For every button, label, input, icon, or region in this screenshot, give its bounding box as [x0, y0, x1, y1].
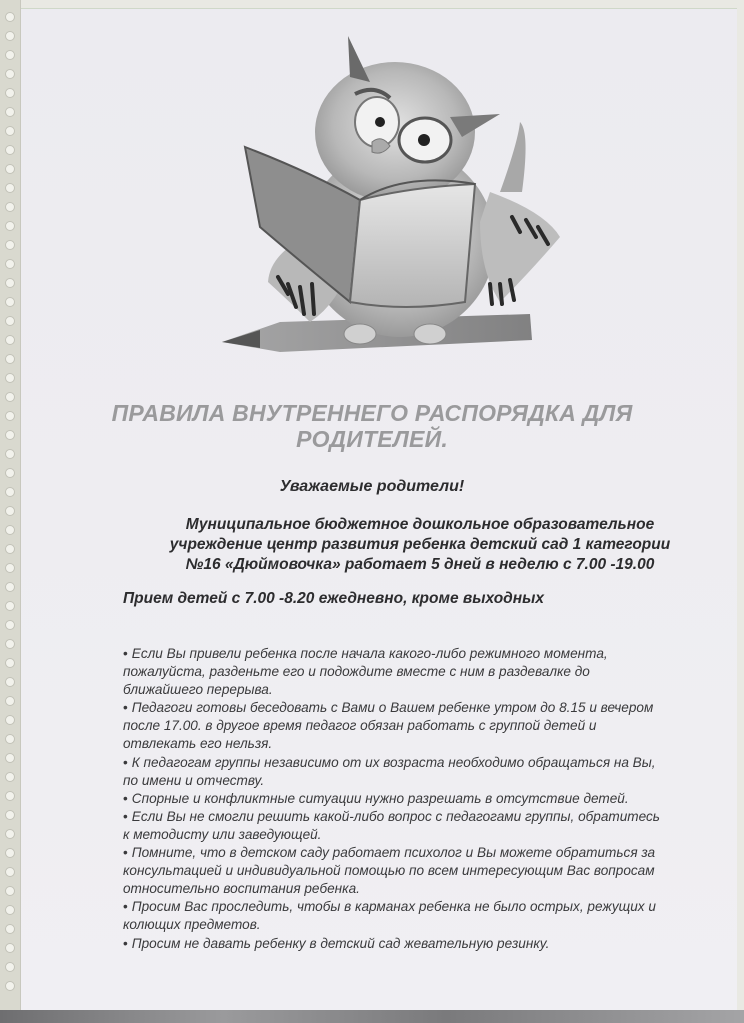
bullet-icon: • [123, 754, 128, 770]
bullet-icon: • [123, 899, 128, 915]
perforation-hole [5, 734, 15, 744]
bullet-icon: • [123, 935, 128, 951]
perforation-hole [5, 601, 15, 611]
perforation-hole [5, 525, 15, 535]
perforation-hole [5, 31, 15, 41]
perforation-hole [5, 563, 15, 573]
perforation-hole [5, 506, 15, 516]
perforation-hole [5, 354, 15, 364]
perforation-hole [5, 810, 15, 820]
perforation-hole [5, 126, 15, 136]
owl-reading-book-icon [200, 22, 580, 372]
perforation-hole [5, 12, 15, 22]
bullet-icon: • [123, 808, 128, 824]
perforation-hole [5, 69, 15, 79]
perforation-hole [5, 240, 15, 250]
perforation-hole [5, 544, 15, 554]
perforation-hole [5, 50, 15, 60]
perforation-hole [5, 696, 15, 706]
title-line-1: ПРАВИЛА ВНУТРЕННЕГО РАСПОРЯДКА ДЛЯ [111, 400, 633, 426]
rule-item: • Спорные и конфликтные ситуации нужно разрешать в отсутствие детей. [123, 790, 629, 806]
perforation-hole [5, 164, 15, 174]
perforation-hole [5, 107, 15, 117]
perforation-hole [5, 259, 15, 269]
perforation-hole [5, 924, 15, 934]
perforation-hole [5, 658, 15, 668]
title-line-2: РОДИТЕЛЕЙ. [296, 426, 448, 452]
perforation-hole [5, 468, 15, 478]
bullet-icon: • [123, 700, 128, 716]
perforation-hole [5, 145, 15, 155]
perforation-hole [5, 715, 15, 725]
intro-line: Муниципальное бюджетное дошкольное образовательное [185, 516, 655, 533]
perforation-hole [5, 582, 15, 592]
perforation-hole [5, 278, 15, 288]
rule-item: • Если Вы привели ребенка после начала какого-либо режимного момента, пожалуйста, разденьте его и подождите вместе с ним в раздевалке до ближайшего перерыва. [123, 646, 608, 698]
perforation-hole [5, 867, 15, 877]
greeting: Уважаемые родители! [279, 478, 465, 495]
reception-hours: Прием детей с 7.00 -8.20 ежедневно, кроме выходных [123, 590, 544, 607]
scanner-background-strip [0, 1010, 744, 1023]
document-title [0, 400, 744, 452]
perforation-hole [5, 981, 15, 991]
perforation-hole [5, 905, 15, 915]
perforation-hole [5, 886, 15, 896]
kindergarten-intro [120, 515, 720, 575]
rule-item: • Просим не давать ребенку в детский сад жевательную резинку. [123, 935, 550, 951]
perforation-hole [5, 316, 15, 326]
intro-line: учреждение центр развития ребенка детский сад 1 категории [169, 536, 671, 553]
sheet-protector-perforation-strip [0, 0, 21, 1010]
rules-list [123, 645, 723, 953]
perforation-hole [5, 962, 15, 972]
perforation-hole [5, 753, 15, 763]
rule-item: • Просим Вас проследить, чтобы в карманах ребенка не было острых, режущих и колющих предметов. [123, 899, 656, 933]
perforation-hole [5, 791, 15, 801]
bullet-icon: • [123, 646, 128, 661]
intro-line: №16 «Дюймовочка» работает 5 дней в неделю с 7.00 -19.00 [185, 556, 655, 573]
perforation-hole [5, 620, 15, 630]
perforation-hole [5, 943, 15, 953]
rule-item: • Педагоги готовы беседовать с Вами о Вашем ребенке утром до 8.15 и вечером после 17.00. в другое время педагог обязан работать с группой детей и отвлекать его нельзя. [123, 700, 654, 752]
perforation-hole [5, 677, 15, 687]
perforation-hole [5, 639, 15, 649]
bullet-icon: • [123, 845, 128, 861]
perforation-hole [5, 297, 15, 307]
perforation-hole [5, 221, 15, 231]
rule-item: • Если Вы не смогли решить какой-либо вопрос с педагогами группы, обратитесь к методисту или заведующей. [123, 808, 660, 842]
perforation-hole [5, 183, 15, 193]
perforation-hole [5, 202, 15, 212]
perforation-hole [5, 373, 15, 383]
bullet-icon: • [123, 790, 128, 806]
rule-item: • Помните, что в детском саду работает психолог и Вы можете обратиться за консультацией и индивидуальной помощью по всем интересующим Вас вопросам относительно воспитания ребенка. [123, 845, 656, 897]
perforation-hole [5, 335, 15, 345]
perforation-hole [5, 829, 15, 839]
rule-item: • К педагогам группы независимо от их возраста необходимо обращаться на Вы, по имени и отчеству. [123, 754, 656, 788]
perforation-hole [5, 88, 15, 98]
perforation-hole [5, 848, 15, 858]
perforation-hole [5, 772, 15, 782]
